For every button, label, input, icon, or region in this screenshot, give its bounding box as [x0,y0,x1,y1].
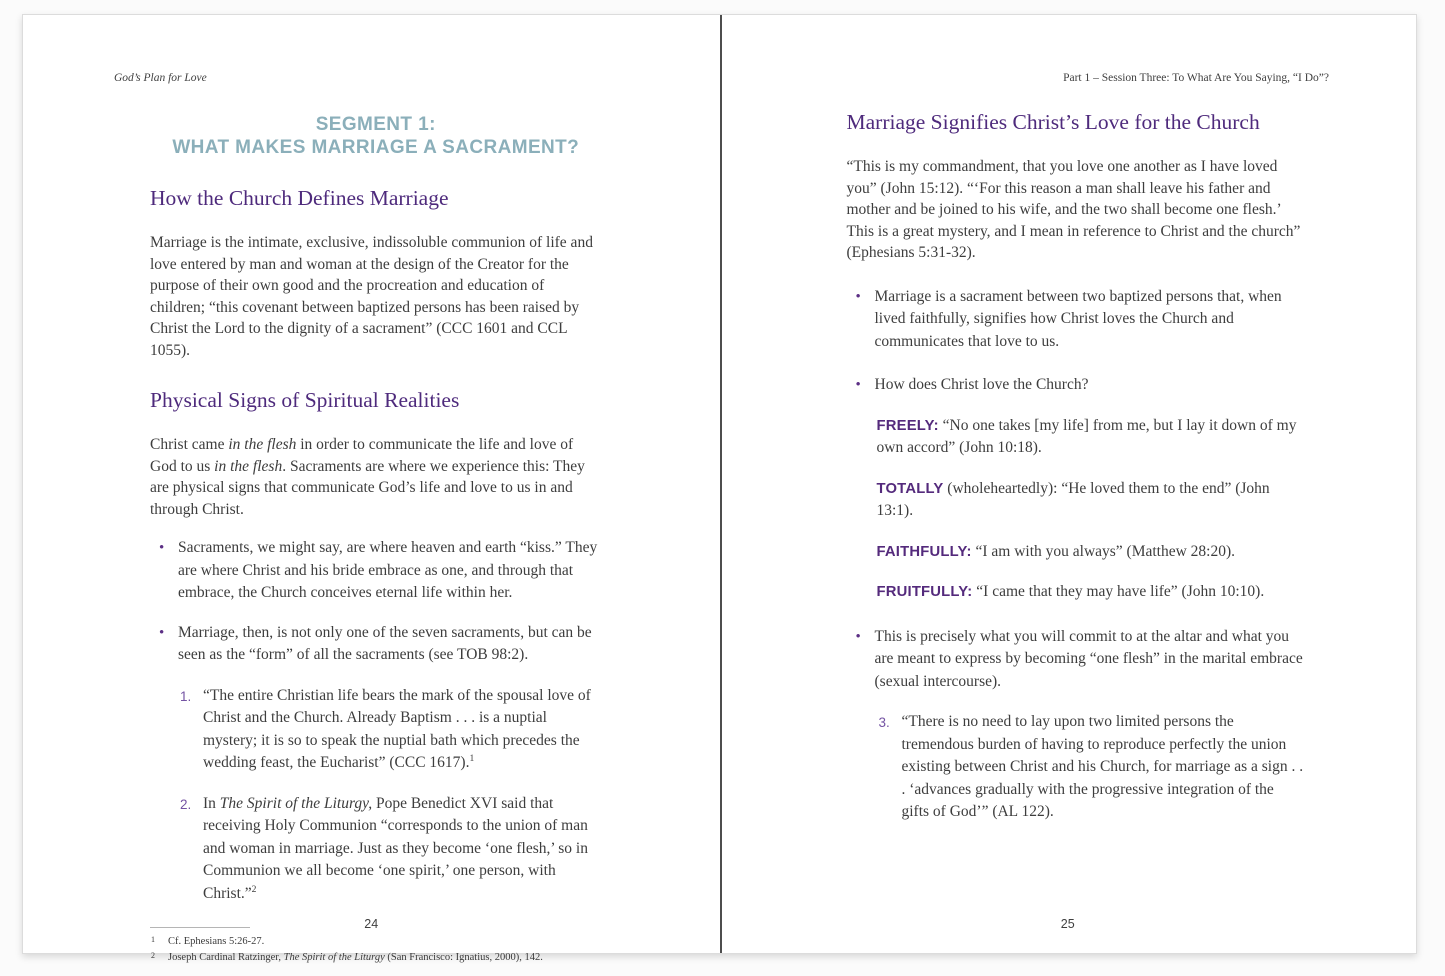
running-header-right: Part 1 – Session Three: To What Are You Saying, “I Do”? [1063,72,1329,84]
book-spread [22,14,1417,963]
bullet-marriage-form [150,622,602,667]
bullet-sacraments-kiss [150,537,602,605]
list-number: 3. [878,715,890,730]
paragraph-scripture-quote: “This is my commandment, that you love one another as I have loved you” (John 15:12). “‘For this reason a man shall leave his father and mother and be joined to his wife, and the two shall become one flesh.’ This is a great mystery, and I mean in reference to Christ and the church” (Ephesians 5:31-32). [846,158,1301,261]
running-header-left: God’s Plan for Love [114,72,207,84]
bullet-text: Sacraments, we might say, are where heaven and earth “kiss.” They are where Christ and his bride embrace as one, and through that embrace, the Church conceives eternal life within her. [178,539,598,601]
bullet-commit-at-altar [847,626,1305,694]
bullet-how-does-christ-love [847,374,1305,397]
numbered-item-text: “There is no need to lay upon two limited persons the tremendous burden of having to reproduce perfectly the union existing between Christ and his Church, for marriage as a sign . . . ‘advances gradually with the progressive integration of the gifts of God’” (AL 122). [901,713,1304,820]
page-number-right: 25 [1060,917,1075,931]
page-left [23,15,720,963]
section-title-how-church-defines-marriage: How the Church Defines Marriage [150,186,449,210]
numbered-item-text: “The entire Christian life bears the mark of the spousal love of Christ and the Church. Already Baptism . . . is a nuptial mystery; it is so to speak the nuptial bath which precedes the wedding feast, the Eucharist” (CCC 1617).$^1$ [203,686,591,771]
segment-heading-line1: SEGMENT 1: [315,114,436,135]
bullet-marriage-sacrament [847,286,1305,354]
love-item-text: TOTALLY (wholeheartedly): “He loved them to the end” (John 13:1). [876,479,1270,519]
bullet-text: How does Christ love the Church? [874,376,1089,393]
numbered-item-1 [180,685,602,775]
love-item-totally [877,478,1305,523]
segment-heading [150,113,602,159]
bullet-text: Marriage is a sacrament between two baptized persons that, when lived faithfully, signifies how Christ loves the Church and communicates that love to us. [874,287,1282,350]
bullet-icon: • [855,288,861,305]
love-item-text: FRUITFULLY: “I came that they may have life” (John 10:10). [876,583,1265,600]
page-number-left: 24 [364,917,379,931]
love-item-faithfully [877,541,1305,564]
paragraph-christ-in-the-flesh: Christ came in the flesh in order to communicate the life and love of God to us in the flesh. Sacraments are where we experience this: They are physical signs that communicate God’s life and love to us in and through Christ. [150,436,585,518]
footnotes [150,927,602,965]
bullet-icon: • [855,628,861,645]
love-item-fruitfully [877,581,1305,604]
love-list [877,415,1305,604]
bullet-icon: • [159,540,165,556]
love-item-freely [877,415,1305,460]
page-right [720,15,1417,953]
footnote-2 [150,950,602,966]
footnote-text: Joseph Cardinal Ratzinger, The Spirit of the Liturgy (San Francisco: Ignatius, 2000), 142. [168,951,543,963]
bullet-text: Marriage, then, is not only one of the seven sacraments, but can be seen as the “form” of all the sacraments (see TOB 98:2). [178,623,592,663]
segment-heading-line2: WHAT MAKES MARRIAGE A SACRAMENT? [172,137,580,158]
footnote-text: Cf. Ephesians 5:26-27. [168,936,265,947]
footnote-1 [150,934,602,950]
footnote-marker: 1 [151,935,155,944]
numbered-item-3 [879,711,1305,824]
numbered-item-2 [180,793,602,906]
section-title-marriage-signifies: Marriage Signifies Christ’s Love for the Church [846,110,1260,134]
list-number: 2. [180,796,192,812]
love-item-text: FAITHFULLY: “I am with you always” (Matthew 28:20). [876,542,1236,560]
paragraph-marriage-definition: Marriage is the intimate, exclusive, indissoluble communion of life and love entered by man and woman at the design of the Creator for the purpose of their own good and the procreation and education of children; “this covenant between baptized persons has been raised by Christ the Lord to the dignity of a sacrament” (CCC 1601 and CCL 1055). [150,234,593,359]
section-title-physical-signs: Physical Signs of Spiritual Realities [150,388,460,412]
spine-divider [720,15,722,953]
footnote-marker: 2 [151,950,155,960]
love-item-text: FREELY: “No one takes [my life] from me, but I lay it down of my own accord” (John 10:18). [876,416,1297,456]
numbered-item-text: In The Spirit of the Liturgy, Pope Benedict XVI said that receiving Holy Communion “corresponds to the union of man and woman in marriage. Just as they become ‘one flesh,’ so in Communion we all become ‘one spirit,’ one person, with Christ.”$^2$ [203,794,588,902]
bullet-text: This is precisely what you will commit to at the altar and what you are meant to express by becoming “one flesh” in the marital embrace (sexual intercourse). [874,627,1303,690]
list-number: 1. [180,688,192,704]
bullet-icon: • [159,624,165,641]
bullet-icon: • [855,377,861,393]
